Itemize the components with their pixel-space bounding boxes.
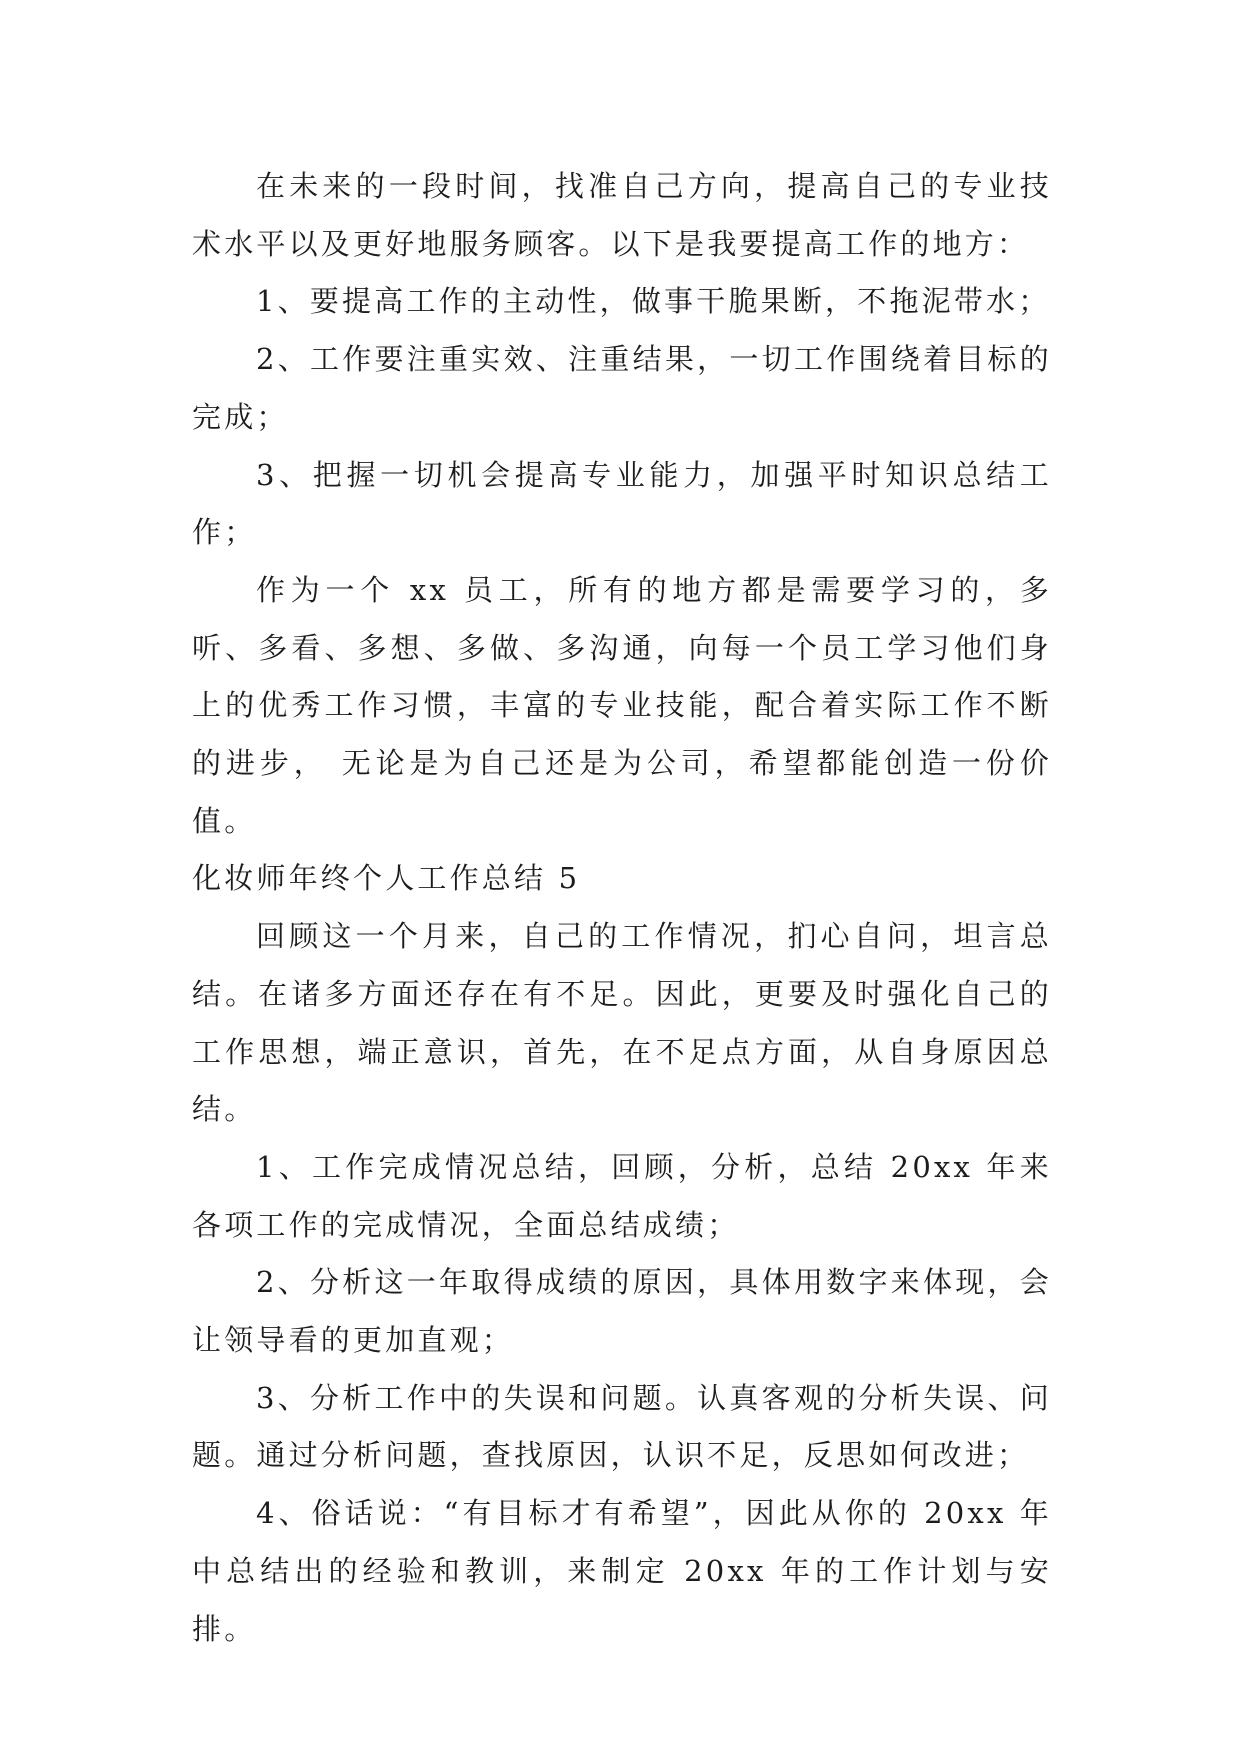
paragraph-item-3-ability: 3、把握一切机会提高专业能力，加强平时知识总结工作； (192, 457, 1052, 550)
paragraph-summary-item-1: 1、工作完成情况总结，回顾，分析，总结 20xx 年来各项工作的完成情况，全面总结成绩； (192, 1149, 1052, 1242)
paragraph-summary-item-3: 3、分析工作中的失误和问题。认真客观的分析失误、问题。通过分析问题，查找原因，认识不足，反思如何改进； (192, 1380, 1052, 1473)
section-heading: 化妆师年终个人工作总结 5 (192, 861, 581, 896)
paragraph-summary-item-4: 4、俗话说：“有目标才有希望”，因此从你的 20xx 年中总结出的经验和教训，来制定 20xx 年的工作计划与安排。 (192, 1496, 1052, 1646)
paragraph-review: 回顾这一个月来，自己的工作情况，扪心自问，坦言总结。在诸多方面还存在有不足。因此，更要及时强化自己的工作思想，端正意识，首先，在不足点方面，从自身原因总结。 (192, 919, 1052, 1127)
paragraph-future-direction: 在未来的一段时间，找准自己方向，提高自己的专业技术水平以及更好地服务顾客。以下是我要提高工作的地方： (192, 169, 1052, 261)
paragraph-item-1-initiative: 1、要提高工作的主动性，做事干脆果断，不拖泥带水； (256, 284, 1051, 319)
paragraph-employee-learning: 作为一个 xx 员工，所有的地方都是需要学习的，多听、多看、多想、多做、多沟通，向每一个员工学习他们身上的优秀工作习惯，丰富的专业技能，配合着实际工作不断的进步， 无论是为自己还是为公司，希望都能创造一份价值。 (192, 572, 1052, 838)
paragraph-summary-item-2: 2、分析这一年取得成绩的原因，具体用数字来体现，会让领导看的更加直观； (192, 1265, 1052, 1358)
paragraph-item-2-effectiveness: 2、工作要注重实效、注重结果，一切工作围绕着目标的完成； (192, 342, 1052, 434)
document-body (192, 158, 1052, 1658)
